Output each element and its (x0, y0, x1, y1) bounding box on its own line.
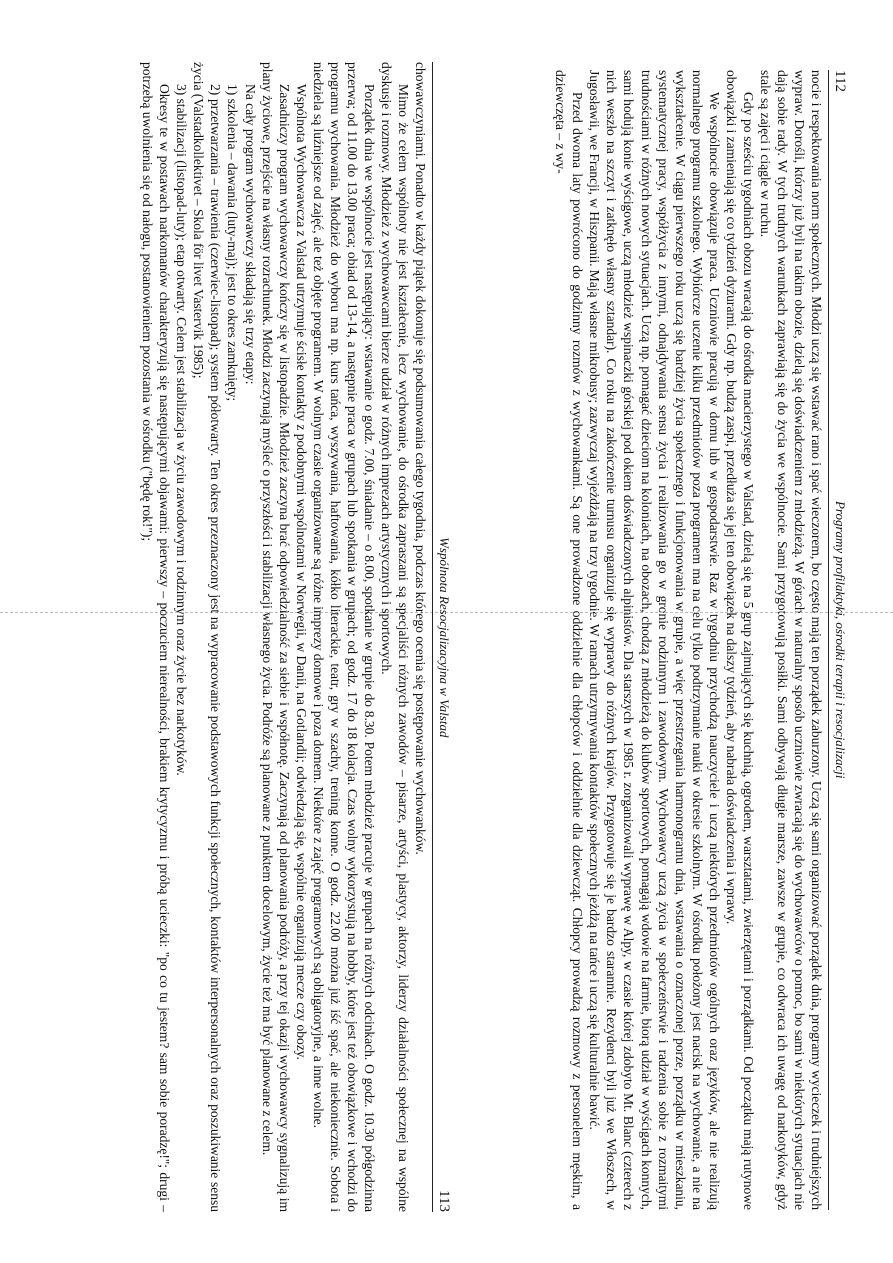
book-page-112 (478, 70, 848, 1210)
list-item: 2) przetwarzania – trawienia (czerwiec-listopad); system półotwarty. Ten okres przeznaczony jest na wypracowanie podstawowych funkcji społecznych, kontaktów interpersonalnych oraz poszukiwanie sensu życia (Valstadkollektivet – Skola för livet Vastervik 1985); (191, 62, 224, 1212)
page-number: 112 (832, 70, 848, 92)
page-body (552, 70, 825, 1210)
list-item: 1) szkolenia – dawania (luty-maj); jest to okres zamknięty; (225, 84, 241, 402)
book-page-113 (67, 62, 452, 1212)
paragraph: Wspólnota Wychowawcza z Valstad utrzymuje ścisłe kontakty z podobnymi wspólnotami w Norwegii, w Danii, na Gotlandii; odwiedzają się, wspólnie organizują mecze czy obozy. (293, 84, 309, 1060)
list-item: 3) stabilizacji (listopad-luty); etap otwarty. Celem jest stabilizacja w życiu zawodowym i rodzinnym oraz życie bez narkotyków. (174, 84, 190, 776)
running-head-title: Programy profilaktyki, ośrodki terapii i resocjalizacji (833, 500, 848, 779)
paragraph: Okresy te w postawach narkomanów charakteryzują się następującymi objawami: pierwszy – poczuciem nierealności, brakiem krytycyzmu i próbą ucieczki: "po co tu jestem? sam sobie poradzę!"; drugi – potrzebą uwolnienia się od nałogu, postanowieniem pozostania w ośrodku ("będę rok!"); (140, 62, 173, 1212)
running-header (828, 70, 848, 1210)
paragraph: Mimo że celem wspólnoty nie jest kształcenie, lecz wychowanie, do ośrodka zapraszani są specjaliści różnych zawodów – pisarze, artyści, plastycy, aktorzy, liderzy działalności społecznej na wspólne dyskusje i rozmowy. Młodzież z wychowawcami bierze udział w różnych imprezach artystycznych i sportowych. (378, 62, 411, 1212)
page-body (139, 62, 429, 1212)
paragraph: Przed dwoma laty powrócono do godzinny rozmów z wychowankami. Są one prowadzone oddzielnie dla chłopców i oddzielnie dla dziewcząt. Chłopcy prowadzą rozmowy z personelem męskim, a dziewczęta – z wy- (553, 70, 586, 1210)
paragraph: Na cały program wychowawczy składają się trzy etapy: (242, 84, 258, 385)
page-number: 113 (436, 1190, 452, 1212)
running-header (432, 62, 452, 1212)
paragraph: nocie i respektowania norm społecznych. Młodzi uczą się wstawać rano i spać wieczorem, bo często mają ten porządek zaburzony. Uczą się sami organizować porządek dnia, programy wycieczek i trudniejszych wypraw. Dorośli, którzy już byli na takim obozie, dzielą się doświadczeniem z młodzieżą. W górach w naturalny sposób uczniowie zwracają się do wychowawców o pomoc, bo sami w niektórych sytuacjach nie dają sobie rady. W tych trudnych warunkach zaprawiają się do życia we wspólnocie. Sami przygotowują posiłki. Sami odbywają długie marsze, zawsze w grupie, co odwraca ich uwagę od narkotyków, gdyż stale są zajęci i ciągle w ruchu. (757, 70, 824, 1210)
running-head-title: Wspólnota Resocjalizacyjna w Valstad (437, 537, 452, 738)
paragraph: chowawczyniami. Ponadto w każdy piątek dokonuje się podsumowania całego tygodnia, podczas którego ocenia się postępowanie wychowanków. (413, 62, 428, 855)
paragraph: Zasadniczy program wychowawczy kończy się w listopadzie. Młodzież zaczyna brać odpowiedzialność za siebie i współnotę. Zaczynają od planowania podróży, a przy tej okazji wychowawcy sygnalizują im plany życiowe, przejście na własny rozrachunek. Młodzi zaczynają myśleć o przyszłości i stabilizacji własnego życia. Podróże są planowane z punktem docelowym, życie też ma być planowane z celem. (259, 62, 292, 1212)
paragraph: Porządek dnia we wspólnocie jest następujący: wstawanie o godz. 7.00, śniadanie – o 8.00, spotkanie w grupie do 8.30. Potem młodzież pracuje w grupach na różnych odcinkach. O godz. 10.30 półgodzinna przerwa; od 11.00 do 13.00 praca; obiad od 13-14, a następnie praca w grupach lub spotkania w grupach; od godz. 17 do 18 kolacja. Czas wolny wykorzystują na hobby, które jest też obowiązkowe i wchodzi do programu wychowania. Młodzież do wyboru ma np. kurs tańca, wyszywania, haftowania, kółko literackie, teatr, gry w szachy, trening konne. O godz. 22.00 można już iść spać, ale niekoniecznie. Sobota i niedziela są luźniejsze od zajęć, ale też objęte programem. W wolnym czasie organizowane są różne imprezy domowe i poza domem. Niektóre z zajęć programowych są obligatoryjne, a inne wolne. (310, 62, 377, 1212)
paragraph: We wspólnocie obowiązuje praca. Uczniowie pracują w domu lub w gospodarstwie. Raz w tygodniu przychodzą nauczyciele i uczą niektórych przedmiotów ogólnych oraz języków, ale nie realizują normalnego programu szkolnego. Wybiórcze uczenie kilku przedmiotów poza programem ma na celu tylko podtrzymanie nauki w okresie szkolnym. W ośrodku położony jest nacisk na wychowanie, a nie na wykształcenie. W ciągu pierwszego roku uczą się bardziej życia społecznego i funkcjonowania w grupie, a więc przestrzegania harmonogramu dnia, wstawania o oznaczonej porze, porządku w mieszkaniu, systematycznej pracy, współżycia z innymi, odnajdywania sensu życia i realizowania go w gronie rodzinnym i zawodowym. Wychowawcy uczą życia w społeczeństwie i radzenia sobie z rozmaitymi trudnościami w różnych nowych sytuacjach. Uczą np. pomagać dzieciom na koloniach, na obozach, chodzą z młodzieżą do klubów sportowych, pomagają wdowie na farmie, biorą udział w wyścigach konnych, sami hodują konie wyścigowe, uczą młodzież wspinaczki górskiej pod okiem doświadczonych alpinistów. Dla starszych w 1985 r. zorganizowali wyprawę w Alpy, w czasie której zdobyto Mt. Blanc (czterech z nich weszło na szczyt i zatknęło własny sztandar). Co roku na zakończenie turnusu organizuje się wyprawy do różnych krajów. Przygotowuje się je bardzo starannie. Rezydenci byli już we Włoszech, w Jugosławii, we Francji, w Hiszpanii. Mają własne mikrobusy; zazwyczaj wyjeżdżają na trzy tygodnie. W ramach utrzymywania kontaktów społecznych jeżdżą na tańce i uczą się kulturalnie bawić. (587, 70, 722, 1210)
paragraph: Gdy po sześciu tygodniach obozu wracają do ośrodka macierzystego w Valstad, dzielą się na 5 grup zajmujących się kuchnią, ogrodem, warsztatami, zwierzętami i porządkami. Od początku mają rutynowe obowiązki i zamieniają się co tydzień dyżurami. Gdy np. budzą zaspi, przedłuża się jej ten obowiązek na dalszy tydzień, aby nabrała doświadczenia i wprawy. (723, 70, 756, 1210)
